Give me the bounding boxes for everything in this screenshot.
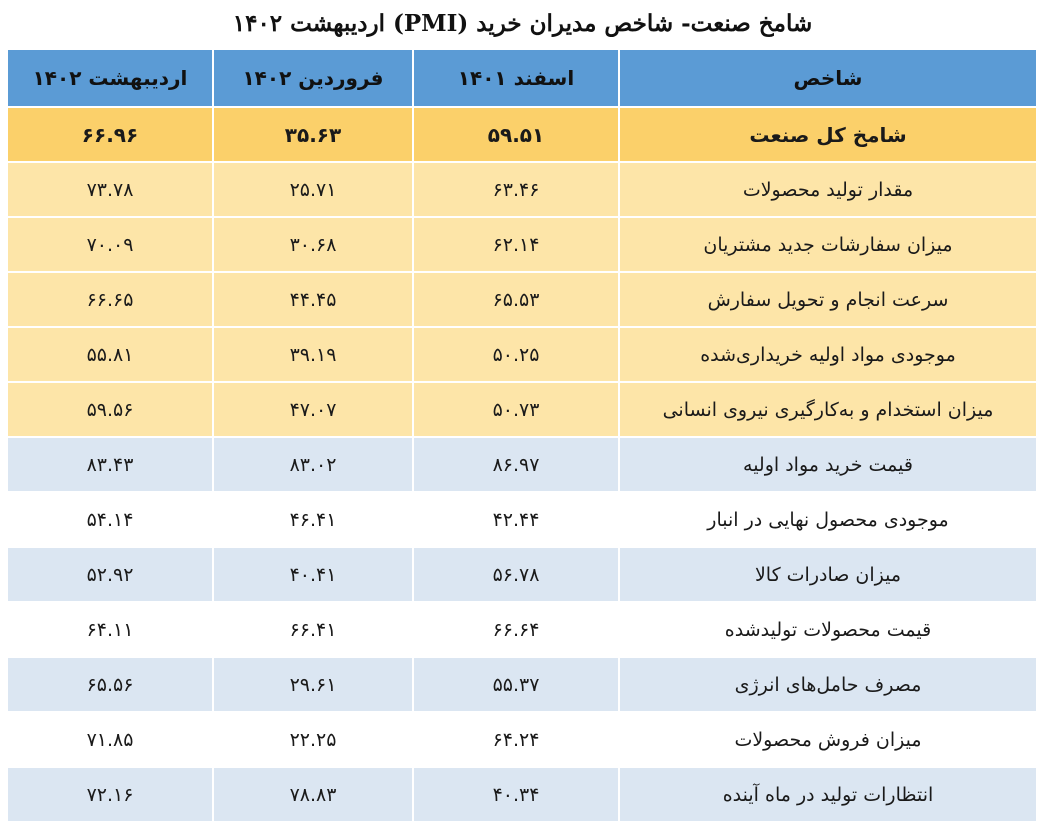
row-ordibehesht: ۶۶.۹۶ xyxy=(7,107,213,162)
row-name: مقدار تولید محصولات xyxy=(619,162,1037,217)
row-ordibehesht: ۶۴.۱۱ xyxy=(7,602,213,657)
table-row xyxy=(7,162,1037,217)
row-ordibehesht: ۸۳.۴۳ xyxy=(7,437,213,492)
row-esfand: ۶۵.۵۳ xyxy=(413,272,619,327)
row-farvardin: ۴۶.۴۱ xyxy=(213,492,413,547)
header-ordibehesht-1402: اردیبهشت ۱۴۰۲ xyxy=(7,49,213,107)
row-ordibehesht: ۷۰.۰۹ xyxy=(7,217,213,272)
row-ordibehesht: ۷۱.۸۵ xyxy=(7,712,213,767)
table-row xyxy=(7,602,1037,657)
row-farvardin: ۶۶.۴۱ xyxy=(213,602,413,657)
row-farvardin: ۳۰.۶۸ xyxy=(213,217,413,272)
row-farvardin: ۲۵.۷۱ xyxy=(213,162,413,217)
row-ordibehesht: ۶۶.۶۵ xyxy=(7,272,213,327)
row-farvardin: ۴۰.۴۱ xyxy=(213,547,413,602)
table-row xyxy=(7,382,1037,437)
header-row xyxy=(7,49,1037,107)
header-indicator: شاخص xyxy=(619,49,1037,107)
row-esfand: ۶۶.۶۴ xyxy=(413,602,619,657)
row-ordibehesht: ۷۲.۱۶ xyxy=(7,767,213,822)
header-farvardin-1402: فروردین ۱۴۰۲ xyxy=(213,49,413,107)
row-name: قیمت خرید مواد اولیه xyxy=(619,437,1037,492)
page-title: شامخ صنعت- شاخص مدیران خرید (PMI) اردیبهشت ۱۴۰۲ xyxy=(232,9,813,37)
row-esfand: ۵۹.۵۱ xyxy=(413,107,619,162)
table-row-total xyxy=(7,107,1037,162)
row-esfand: ۶۳.۴۶ xyxy=(413,162,619,217)
row-name: میزان فروش محصولات xyxy=(619,712,1037,767)
row-esfand: ۶۴.۲۴ xyxy=(413,712,619,767)
row-name: مصرف حامل‌های انرژی xyxy=(619,657,1037,712)
row-farvardin: ۴۷.۰۷ xyxy=(213,382,413,437)
table-row xyxy=(7,657,1037,712)
row-name: انتظارات تولید در ماه آینده xyxy=(619,767,1037,822)
row-farvardin: ۲۲.۲۵ xyxy=(213,712,413,767)
header-esfand-1401: اسفند ۱۴۰۱ xyxy=(413,49,619,107)
row-name: میزان صادرات کالا xyxy=(619,547,1037,602)
row-farvardin: ۳۵.۶۳ xyxy=(213,107,413,162)
pmi-table xyxy=(6,48,1038,823)
row-ordibehesht: ۵۴.۱۴ xyxy=(7,492,213,547)
row-name: موجودی محصول نهایی در انبار xyxy=(619,492,1037,547)
row-name: قیمت محصولات تولیدشده xyxy=(619,602,1037,657)
table-row xyxy=(7,767,1037,822)
row-esfand: ۵۶.۷۸ xyxy=(413,547,619,602)
row-name: سرعت انجام و تحویل سفارش xyxy=(619,272,1037,327)
table-row xyxy=(7,437,1037,492)
row-esfand: ۵۰.۲۵ xyxy=(413,327,619,382)
row-farvardin: ۸۳.۰۲ xyxy=(213,437,413,492)
row-esfand: ۴۲.۴۴ xyxy=(413,492,619,547)
row-esfand: ۸۶.۹۷ xyxy=(413,437,619,492)
row-farvardin: ۴۴.۴۵ xyxy=(213,272,413,327)
row-name: میزان سفارشات جدید مشتریان xyxy=(619,217,1037,272)
table-row xyxy=(7,712,1037,767)
row-farvardin: ۲۹.۶۱ xyxy=(213,657,413,712)
row-name: میزان استخدام و به‌کارگیری نیروی انسانی xyxy=(619,382,1037,437)
table-row xyxy=(7,492,1037,547)
row-esfand: ۴۰.۳۴ xyxy=(413,767,619,822)
row-name: موجودی مواد اولیه خریداری‌شده xyxy=(619,327,1037,382)
table-row xyxy=(7,547,1037,602)
row-farvardin: ۷۸.۸۳ xyxy=(213,767,413,822)
row-ordibehesht: ۵۹.۵۶ xyxy=(7,382,213,437)
row-esfand: ۵۰.۷۳ xyxy=(413,382,619,437)
row-ordibehesht: ۶۵.۵۶ xyxy=(7,657,213,712)
table-row xyxy=(7,217,1037,272)
table-row xyxy=(7,327,1037,382)
row-name: شامخ کل صنعت xyxy=(619,107,1037,162)
row-ordibehesht: ۵۲.۹۲ xyxy=(7,547,213,602)
row-esfand: ۵۵.۳۷ xyxy=(413,657,619,712)
row-esfand: ۶۲.۱۴ xyxy=(413,217,619,272)
table-row xyxy=(7,272,1037,327)
row-ordibehesht: ۵۵.۸۱ xyxy=(7,327,213,382)
row-farvardin: ۳۹.۱۹ xyxy=(213,327,413,382)
row-ordibehesht: ۷۳.۷۸ xyxy=(7,162,213,217)
